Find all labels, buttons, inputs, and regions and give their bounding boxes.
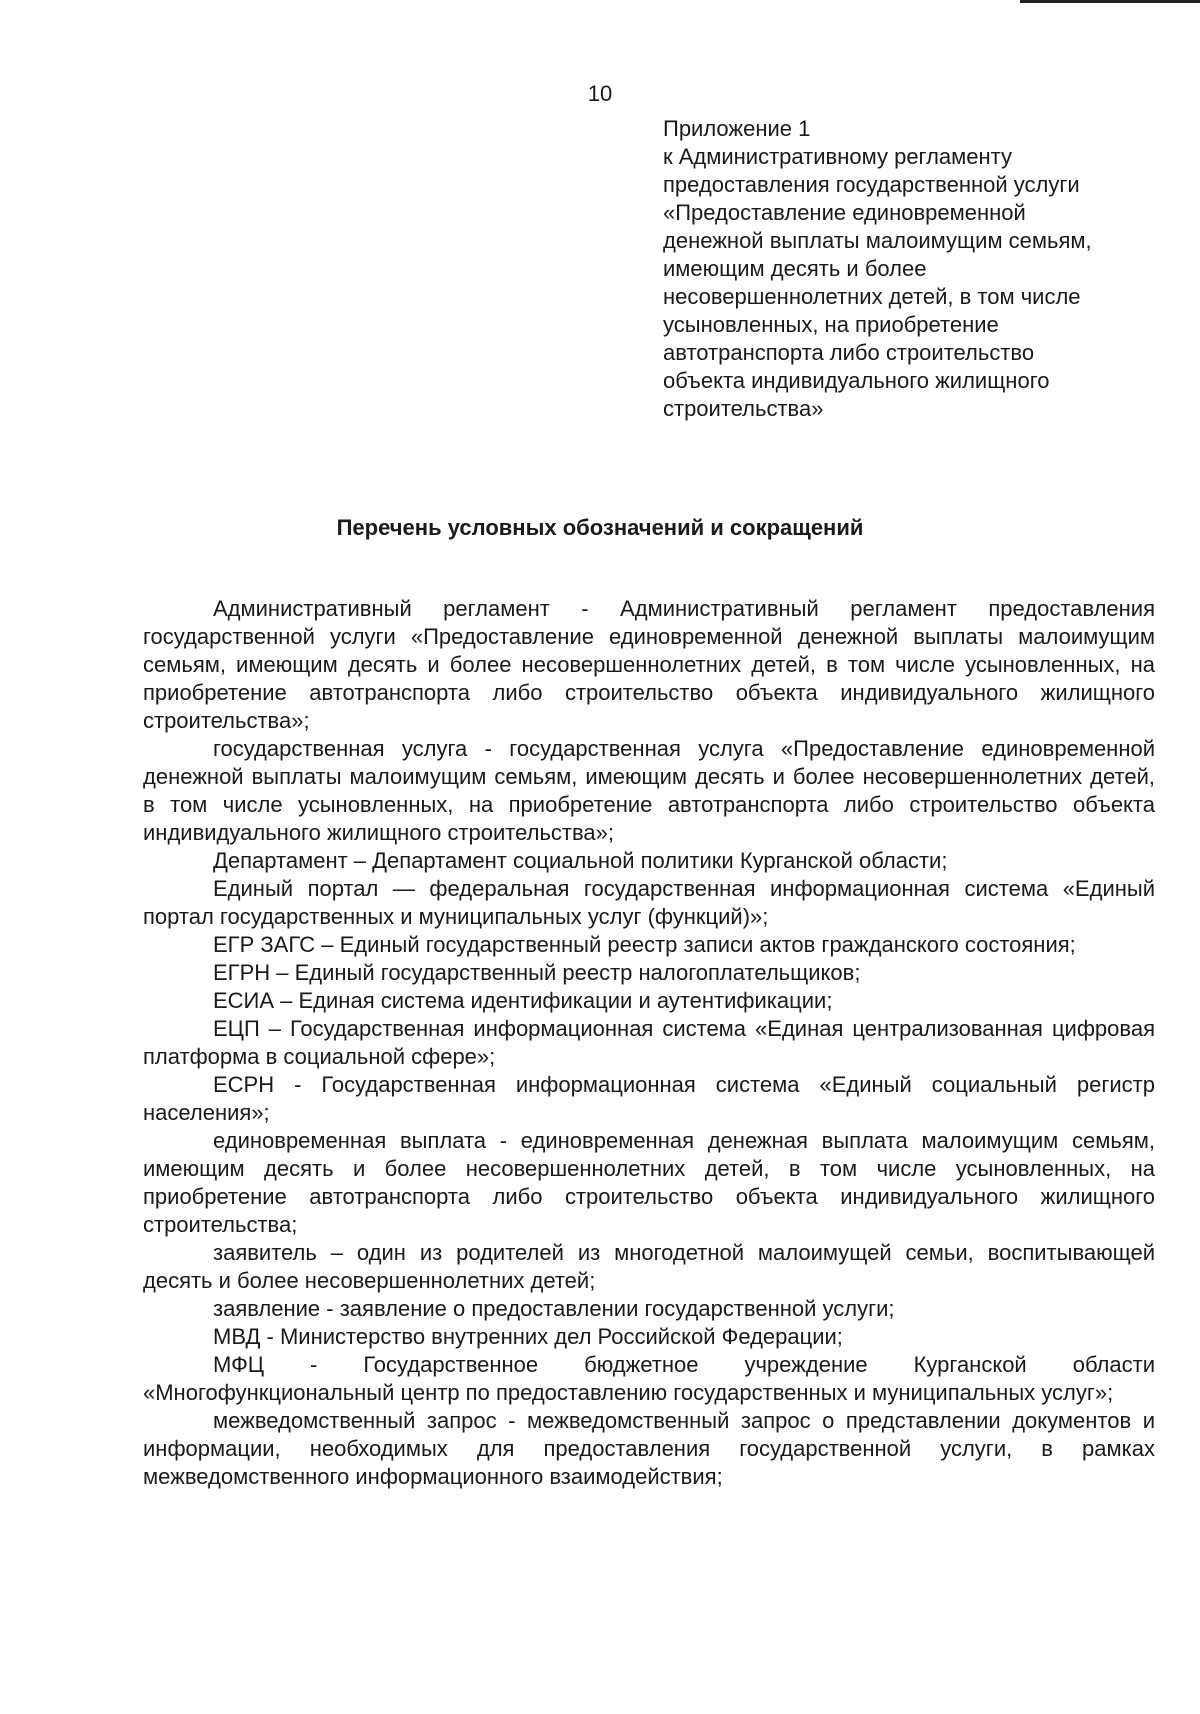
definition-paragraph: Административный регламент - Административный регламент предоставления государственной услуги «Предоставление единовременной денежной выплаты малоимущим семьям, имеющим десять и более несовершеннолетних детей, в том числе усыновленных, на приобретение автотранспорта либо строительство объекта индивидуального жилищного строительства»;: [143, 596, 1155, 733]
definition-paragraph: заявитель – один из родителей из многодетной малоимущей семьи, воспитывающей десять и более несовершеннолетних детей;: [143, 1240, 1155, 1293]
definition-paragraph: ЕСРН - Государственная информационная система «Единый социальный регистр населения»;: [143, 1072, 1155, 1125]
definition-paragraph: ЕСИА – Единая система идентификации и аутентификации;: [213, 988, 833, 1013]
appendix-line: усыновленных, на приобретение: [663, 312, 999, 337]
appendix-line: денежной выплаты малоимущим семьям,: [663, 228, 1092, 253]
definition-paragraph: единовременная выплата - единовременная денежная выплата малоимущим семьям, имеющим десять и более несовершеннолетних детей, в том числе усыновленных, на приобретение автотранспорта либо строительство объекта индивидуального жилищного строительства;: [143, 1128, 1155, 1237]
definition-paragraph: МВД - Министерство внутренних дел Российской Федерации;: [213, 1324, 843, 1349]
appendix-line: «Предоставление единовременной: [663, 200, 1026, 225]
definitions-list: [143, 595, 1155, 1491]
appendix-line: несовершеннолетних детей, в том числе: [663, 284, 1081, 309]
definition-paragraph: Департамент – Департамент социальной политики Курганской области;: [213, 848, 948, 873]
document-heading: Перечень условных обозначений и сокращений: [336, 515, 864, 540]
definition-paragraph: межведомственный запрос - межведомственный запрос о представлении документов и информации, необходимых для предоставления государственной услуги, в рамках межведомственного информационного взаимодействия;: [143, 1408, 1155, 1489]
appendix-line: к Административному регламенту: [663, 144, 1013, 169]
appendix-header: [663, 115, 1163, 423]
appendix-line: Приложение 1: [663, 116, 811, 141]
definition-paragraph: Единый портал — федеральная государственная информационная система «Единый портал государственных и муниципальных услуг (функций)»;: [143, 876, 1155, 929]
page-number: 10: [587, 81, 613, 106]
appendix-line: имеющим десять и более: [663, 256, 927, 281]
top-edge-rule: [1020, 0, 1200, 3]
definition-paragraph: ЕГРН – Единый государственный реестр налогоплательщиков;: [213, 960, 861, 985]
definition-paragraph: заявление - заявление о предоставлении государственной услуги;: [213, 1296, 895, 1321]
appendix-line: автотранспорта либо строительство: [663, 340, 1035, 365]
appendix-line: предоставления государственной услуги: [663, 172, 1080, 197]
appendix-line: объекта индивидуального жилищного: [663, 368, 1050, 393]
appendix-line: строительства»: [663, 396, 824, 421]
definition-paragraph: ЕЦП – Государственная информационная система «Единая централизованная цифровая платформа в социальной сфере»;: [143, 1016, 1155, 1069]
definition-paragraph: МФЦ - Государственное бюджетное учреждение Курганской области «Многофункциональный центр по предоставлению государственных и муниципальных услуг»;: [143, 1352, 1155, 1405]
definition-paragraph: государственная услуга - государственная услуга «Предоставление единовременной денежной выплаты малоимущим семьям, имеющим десять и более несовершеннолетних детей, в том числе усыновленных, на приобретение автотранспорта либо строительство объекта индивидуального жилищного строительства»;: [143, 736, 1155, 845]
definition-paragraph: ЕГР ЗАГС – Единый государственный реестр записи актов гражданского состояния;: [213, 932, 1076, 957]
